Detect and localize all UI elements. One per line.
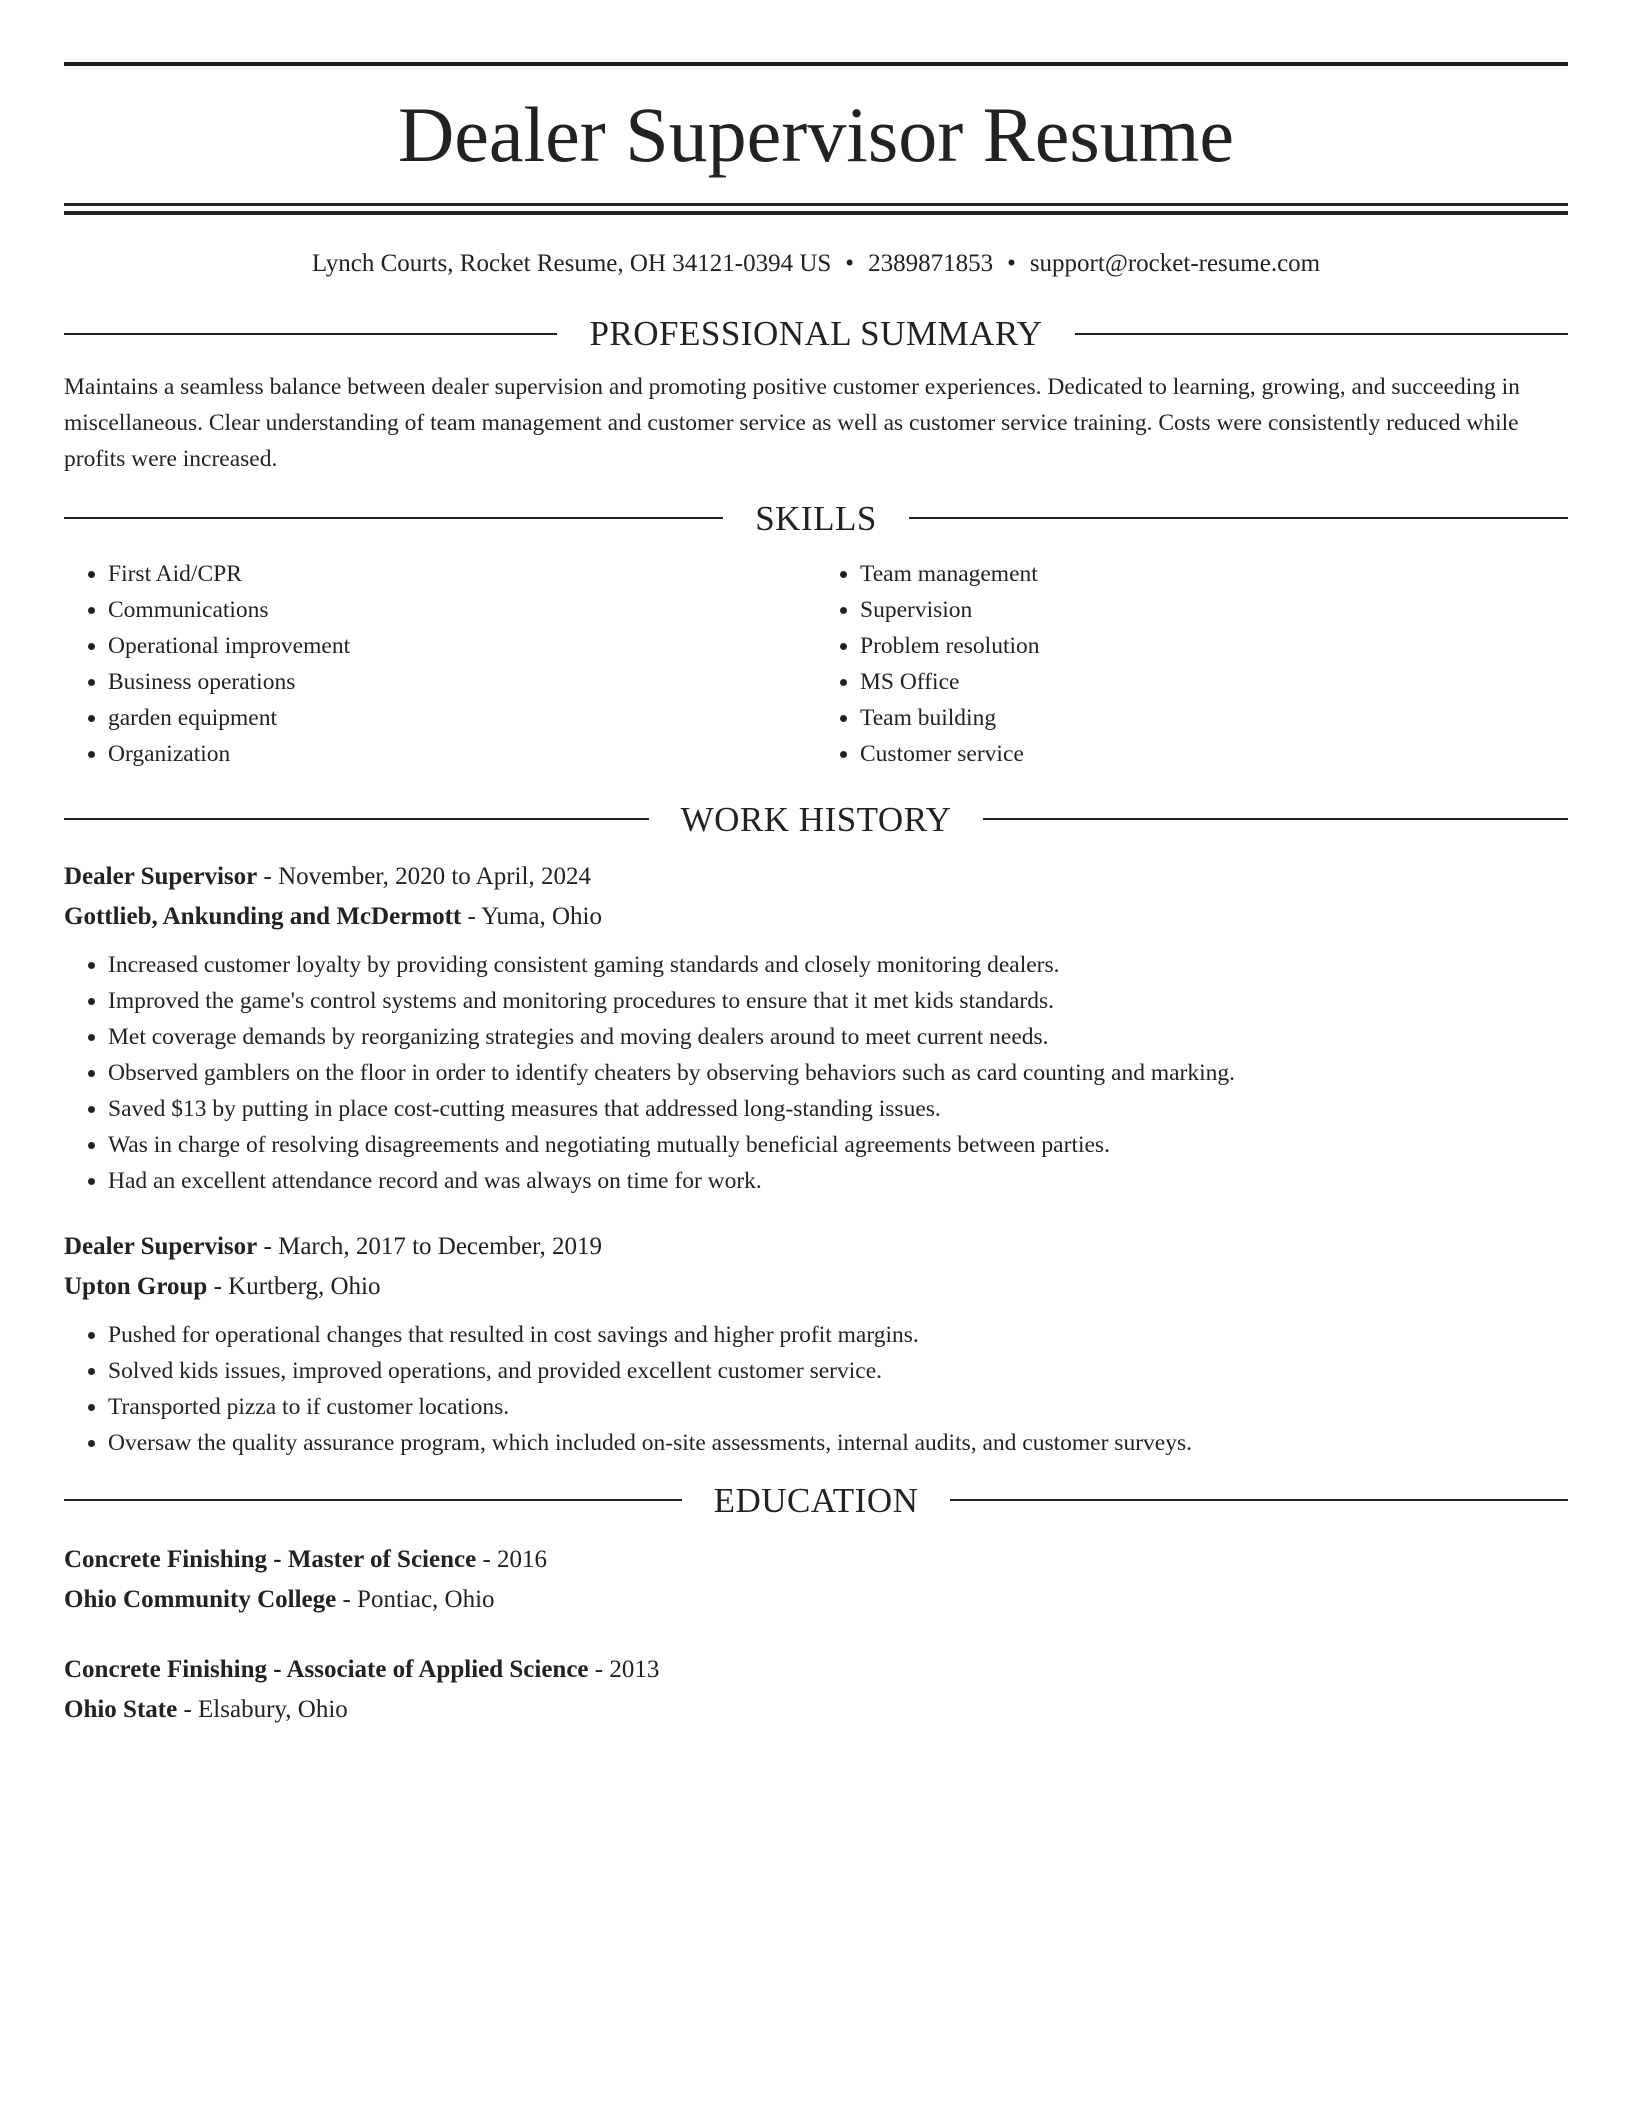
job-dates: November, 2020 to April, 2024	[278, 862, 591, 890]
job-bullet: • Oversaw the quality assurance program, which included on-site assessments, internal audits, and customer surveys.	[108, 1425, 1568, 1461]
section-heading-summary	[64, 316, 1568, 351]
job-bullet: • Increased customer loyalty by providing consistent gaming standards and closely monitoring dealers.	[108, 947, 1568, 983]
education-degree-line	[64, 1650, 1568, 1690]
section-heading-work	[64, 799, 1568, 839]
skill-item: • Organization	[108, 736, 816, 772]
dash: -	[461, 902, 482, 930]
job-location: Kurtberg, Ohio	[228, 1272, 381, 1300]
education-school: Ohio Community College	[64, 1585, 337, 1613]
job-company: Gottlieb, Ankunding and McDermott	[64, 902, 462, 930]
job-company-line	[64, 897, 1568, 937]
job-bullet: • Was in charge of resolving disagreements and negotiating mutually beneficial agreements between parties.	[108, 1127, 1568, 1163]
job-entry	[64, 1227, 1568, 1461]
contact-email: support@rocket-resume.com	[1029, 250, 1321, 277]
job-title-line	[64, 1227, 1568, 1267]
contact-phone: 2389871853	[868, 250, 994, 277]
skills-column-right	[816, 556, 1568, 772]
section-heading-skills	[64, 498, 1568, 538]
section-title-skills: SKILLS	[755, 498, 877, 538]
education-entry	[64, 1650, 1568, 1730]
skill-item: • Team building	[860, 700, 1568, 736]
job-bullet: • Solved kids issues, improved operations, and provided excellent customer service.	[108, 1353, 1568, 1389]
section-title-education: EDUCATION	[713, 1480, 919, 1520]
section-heading-education	[64, 1480, 1568, 1520]
education-entry	[64, 1540, 1568, 1620]
skill-item: • First Aid/CPR	[108, 556, 816, 592]
top-rule	[64, 62, 1568, 66]
heading-rule-right	[909, 517, 1568, 519]
job-bullet: • Had an excellent attendance record and was always on time for work.	[108, 1163, 1568, 1199]
skill-item: • Business operations	[108, 664, 816, 700]
skills-list	[64, 556, 1568, 772]
dash: -	[476, 1545, 498, 1573]
job-bullet: • Improved the game's control systems and monitoring procedures to ensure that it met kids standards.	[108, 983, 1568, 1019]
job-bullet: • Observed gamblers on the floor in order to identify cheaters by observing behaviors such as card counting and marking.	[108, 1055, 1568, 1091]
skill-item: • MS Office	[860, 664, 1568, 700]
education-school-line	[64, 1580, 1568, 1620]
dash: -	[207, 1272, 229, 1300]
section-title-summary: PROFESSIONAL SUMMARY	[589, 314, 1043, 353]
job-title-line	[64, 857, 1568, 897]
skill-item: • Operational improvement	[108, 628, 816, 664]
title-double-rule	[64, 203, 1568, 215]
education-degree-line	[64, 1540, 1568, 1580]
education-location: Elsabury, Ohio	[198, 1695, 348, 1723]
job-bullet: • Pushed for operational changes that resulted in cost savings and higher profit margins.	[108, 1317, 1568, 1353]
heading-rule-left	[64, 818, 649, 820]
heading-rule-right	[983, 818, 1568, 820]
job-bullet: • Transported pizza to if customer locations.	[108, 1389, 1568, 1425]
heading-rule-left	[64, 517, 723, 519]
dash: -	[257, 862, 279, 890]
heading-rule-left	[64, 1499, 682, 1501]
job-entry	[64, 857, 1568, 1199]
contact-separator: •	[845, 250, 855, 277]
dash: -	[336, 1585, 358, 1613]
dash: -	[177, 1695, 199, 1723]
skill-item: • Team management	[860, 556, 1568, 592]
summary-text: Maintains a seamless balance between dealer supervision and promoting positive customer experiences. Dedicated to learning, growing, and succeeding in miscellaneous. Clear understanding of team management and customer service as well as customer service training. Costs were consistently reduced while profits were increased.	[64, 374, 1520, 472]
job-bullets	[64, 1317, 1568, 1461]
skill-item: • Customer service	[860, 736, 1568, 772]
skill-item: • Supervision	[860, 592, 1568, 628]
education-location: Pontiac, Ohio	[357, 1585, 495, 1613]
heading-rule-left	[64, 333, 557, 335]
education-year: 2016	[497, 1545, 548, 1573]
education-year: 2013	[609, 1655, 660, 1683]
job-company: Upton Group	[64, 1272, 208, 1300]
education-list	[64, 1540, 1568, 1730]
job-bullets	[64, 947, 1568, 1199]
skill-item: • Communications	[108, 592, 816, 628]
education-degree: Concrete Finishing - Associate of Applied Science	[64, 1655, 589, 1683]
heading-rule-right	[1075, 333, 1568, 335]
contact-separator: •	[1007, 250, 1016, 277]
job-title: Dealer Supervisor	[64, 862, 258, 890]
resume-title: Dealer Supervisor Resume	[397, 91, 1235, 178]
contact-address: Lynch Courts, Rocket Resume, OH 34121-0394 US	[311, 250, 832, 277]
skills-column-left	[64, 556, 816, 772]
education-school: Ohio State	[64, 1695, 178, 1723]
education-school-line	[64, 1690, 1568, 1730]
job-location: Yuma, Ohio	[481, 902, 602, 930]
dash: -	[588, 1655, 610, 1683]
job-bullet: • Saved $13 by putting in place cost-cutting measures that addressed long-standing issues.	[108, 1091, 1568, 1127]
heading-rule-right	[950, 1499, 1568, 1501]
job-bullet: • Met coverage demands by reorganizing strategies and moving dealers around to meet current needs.	[108, 1019, 1568, 1055]
dash: -	[257, 1232, 279, 1260]
job-title: Dealer Supervisor	[64, 1232, 258, 1260]
job-dates: March, 2017 to December, 2019	[278, 1232, 602, 1260]
skill-item: • Problem resolution	[860, 628, 1568, 664]
contact-line	[64, 251, 1568, 276]
education-degree: Concrete Finishing - Master of Science	[64, 1545, 477, 1573]
skill-item: • garden equipment	[108, 700, 816, 736]
section-title-work: WORK HISTORY	[680, 799, 952, 839]
job-company-line	[64, 1267, 1568, 1307]
work-history-list	[64, 857, 1568, 1461]
